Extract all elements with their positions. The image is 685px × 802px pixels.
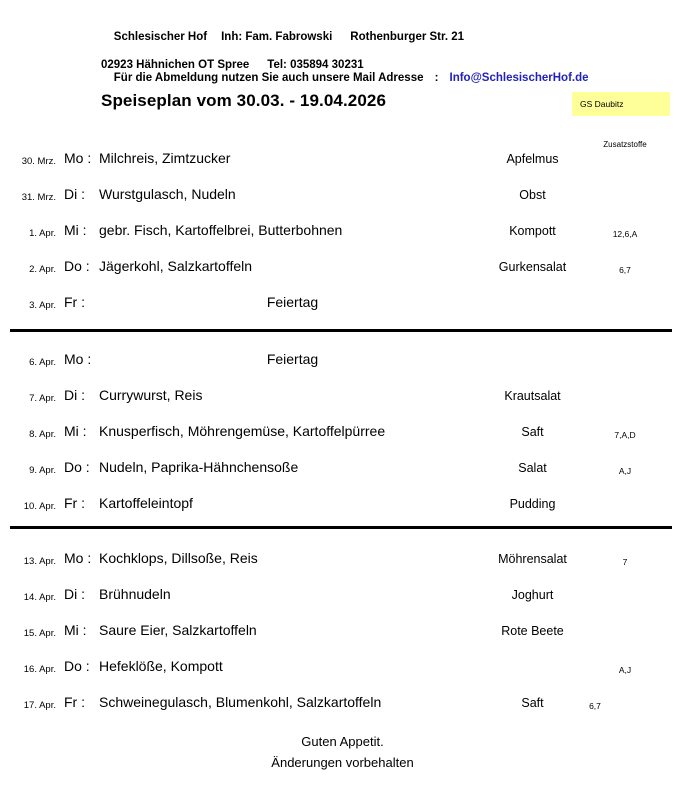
row-side: Salat: [518, 461, 547, 475]
row-date: 16. Apr.: [23, 664, 56, 675]
row-dish: Kochklops, Dillsoße, Reis: [99, 550, 258, 566]
row-weekday: Do :: [64, 459, 90, 475]
row-additives: 7: [622, 557, 628, 567]
week-divider: [10, 526, 672, 529]
email-link[interactable]: Info@SchlesischerHof.de: [449, 72, 589, 84]
row-weekday: Di :: [64, 186, 85, 202]
row-dish: Nudeln, Paprika-Hähnchensoße: [99, 459, 299, 475]
row-additives: 6,7: [589, 701, 601, 711]
row-side: Saft: [521, 425, 544, 439]
row-weekday: Mo :: [64, 550, 92, 566]
row-side: Gurkensalat: [498, 260, 567, 274]
row-weekday: Mi :: [64, 622, 87, 638]
cancellation-text: Für die Abmeldung nutzen Sie auch unsere Mail Adresse: [113, 72, 424, 84]
row-date: 13. Apr.: [23, 556, 56, 567]
week-divider: [10, 329, 672, 332]
menu-row: [0, 186, 685, 222]
row-dish: Kartoffeleintopf: [99, 495, 193, 511]
row-side: Pudding: [509, 497, 556, 511]
row-side: Apfelmus: [506, 152, 559, 166]
row-dish: Wurstgulasch, Nudeln: [99, 186, 236, 202]
row-side: Joghurt: [511, 588, 554, 602]
menu-row: [0, 258, 685, 294]
row-date: 15. Apr.: [23, 628, 56, 639]
row-date: 8. Apr.: [29, 429, 56, 440]
row-weekday: Mi :: [64, 423, 87, 439]
row-dish: Jägerkohl, Salzkartoffeln: [99, 258, 253, 274]
row-dish: Milchreis, Zimtzucker: [99, 150, 231, 166]
menu-row: [0, 658, 685, 694]
row-date: 6. Apr.: [29, 357, 56, 368]
restaurant-name: Schlesischer Hof: [113, 31, 208, 43]
restaurant-phone: Tel: 035894 30231: [267, 59, 364, 71]
row-weekday: Di :: [64, 586, 85, 602]
restaurant-owner: Inh: Fam. Fabrowski: [221, 31, 333, 43]
menu-row: [0, 294, 685, 330]
menu-row: [0, 550, 685, 586]
row-weekday: Mo :: [64, 150, 92, 166]
school-badge: GS Daubitz: [572, 92, 670, 116]
restaurant-city: 02923 Hähnichen OT Spree: [101, 59, 250, 71]
menu-row: [0, 622, 685, 658]
week-block-2: [0, 351, 685, 531]
menu-row: [0, 423, 685, 459]
row-side: Kompott: [509, 224, 556, 238]
row-date: 3. Apr.: [29, 300, 56, 311]
row-additives: A,J: [618, 466, 632, 476]
row-date: 10. Apr.: [23, 501, 56, 512]
row-date: 17. Apr.: [23, 700, 56, 711]
row-weekday: Do :: [64, 258, 90, 274]
row-dish: Schweinegulasch, Blumenkohl, Salzkartoffeln: [99, 694, 382, 710]
row-weekday: Fr :: [64, 294, 85, 310]
row-dish: Hefeklöße, Kompott: [99, 658, 223, 674]
row-side: Krautsalat: [504, 389, 561, 403]
row-date: 9. Apr.: [29, 465, 56, 476]
menu-row: [0, 222, 685, 258]
restaurant-street: Rothenburger Str. 21: [350, 31, 465, 43]
row-side: Rote Beete: [501, 624, 564, 638]
footer-line-2: Änderungen vorbehalten: [271, 755, 414, 770]
row-additives: 6,7: [619, 265, 631, 275]
row-date: 14. Apr.: [23, 592, 56, 603]
row-dish: Knusperfisch, Möhrengemüse, Kartoffelpürree: [99, 423, 386, 439]
row-dish: Brühnudeln: [99, 586, 171, 602]
row-date: 30. Mrz.: [21, 156, 56, 167]
row-weekday: Fr :: [64, 694, 85, 710]
week-block-3: [0, 550, 685, 730]
row-weekday: Fr :: [64, 495, 85, 511]
row-side: Obst: [519, 188, 546, 202]
menu-row: [0, 387, 685, 423]
row-date: 31. Mrz.: [21, 192, 56, 203]
menu-row: [0, 459, 685, 495]
row-weekday: Di :: [64, 387, 85, 403]
row-weekday: Mo :: [64, 351, 92, 367]
cancellation-colon: :: [434, 72, 439, 84]
row-additives: 12,6,A: [612, 229, 638, 239]
row-weekday: Mi :: [64, 222, 87, 238]
menu-row: [0, 694, 685, 730]
row-additives: A,J: [618, 665, 632, 675]
row-weekday: Do :: [64, 658, 90, 674]
row-additives: 7,A,D: [614, 430, 636, 440]
row-dish: gebr. Fisch, Kartoffelbrei, Butterbohnen: [99, 222, 343, 238]
menu-row: [0, 150, 685, 186]
row-side: Saft: [521, 696, 544, 710]
row-date: 1. Apr.: [29, 228, 56, 239]
row-date: 7. Apr.: [29, 393, 56, 404]
week-block-1: [0, 150, 685, 330]
additives-column-header: Zusatzstoffe: [603, 140, 647, 149]
menu-row: [0, 586, 685, 622]
row-dish: Saure Eier, Salzkartoffeln: [99, 622, 257, 638]
footer: [0, 731, 685, 773]
menu-row: [0, 351, 685, 387]
row-holiday-label: Feiertag: [266, 351, 319, 367]
page-title: Speiseplan vom 30.03. - 19.04.2026: [101, 91, 387, 110]
row-dish: Currywurst, Reis: [99, 387, 203, 403]
footer-line-1: Guten Appetit.: [301, 734, 384, 749]
row-holiday-label: Feiertag: [266, 294, 319, 310]
row-date: 2. Apr.: [29, 264, 56, 275]
row-side: Möhrensalat: [498, 552, 567, 566]
